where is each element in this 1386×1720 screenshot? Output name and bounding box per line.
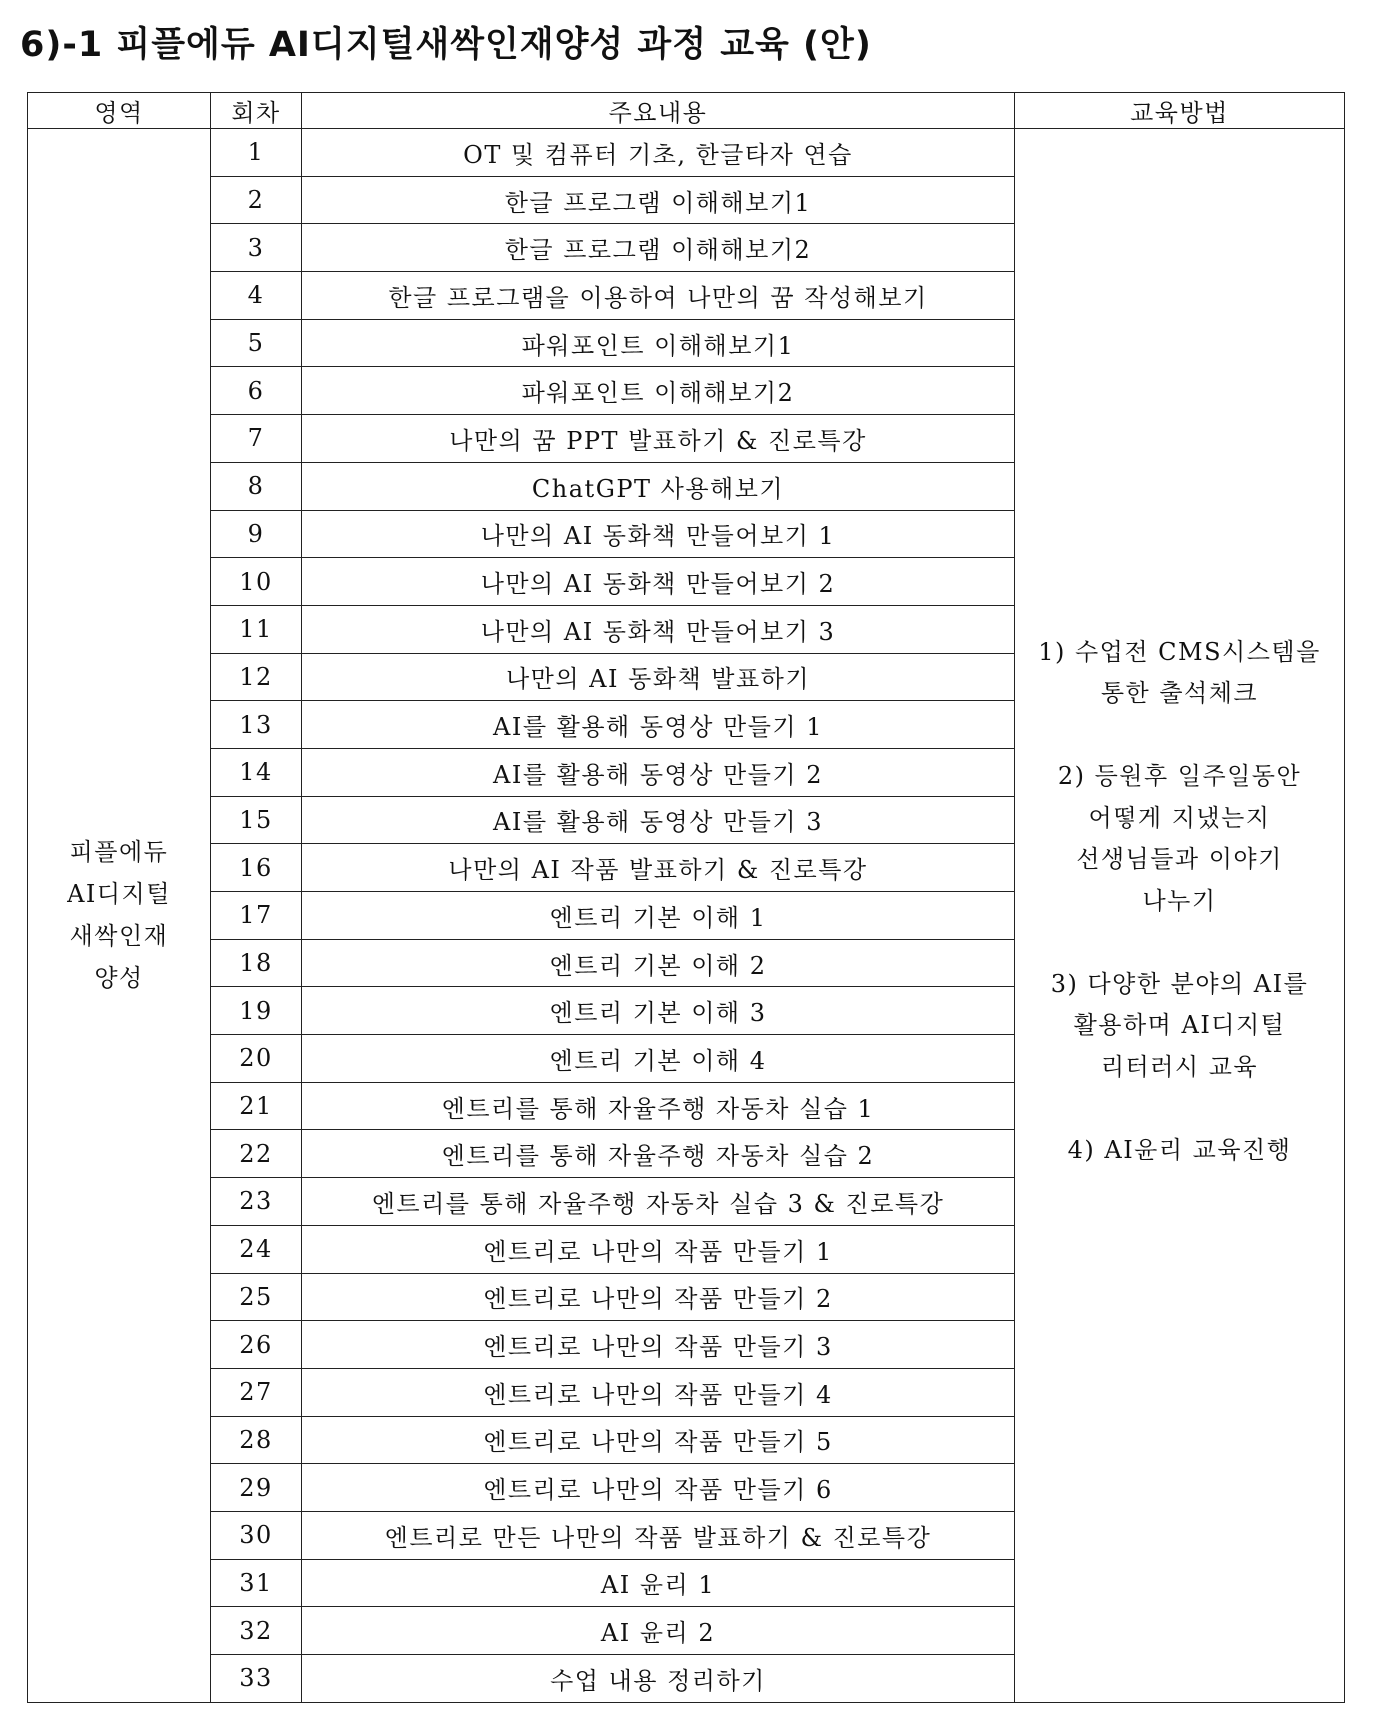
session-content: 나만의 AI 동화책 만들어보기 1 xyxy=(302,510,1015,558)
session-number: 2 xyxy=(211,176,302,224)
session-content: 엔트리로 나만의 작품 만들기 5 xyxy=(302,1416,1015,1464)
header-content: 주요내용 xyxy=(302,93,1015,129)
session-number: 28 xyxy=(211,1416,302,1464)
header-area: 영역 xyxy=(28,93,211,129)
session-number: 24 xyxy=(211,1225,302,1273)
area-cell: 피플에듀 AI디지털 새싹인재 양성 xyxy=(28,129,211,1703)
session-number: 14 xyxy=(211,748,302,796)
session-content: 엔트리를 통해 자율주행 자동차 실습 2 xyxy=(302,1130,1015,1178)
session-content: 나만의 AI 동화책 발표하기 xyxy=(302,653,1015,701)
session-number: 10 xyxy=(211,558,302,606)
session-content: 나만의 꿈 PPT 발표하기 & 진로특강 xyxy=(302,415,1015,463)
method-text: 1) 수업전 CMS시스템을 통한 출석체크 2) 등원후 일주일동안 어떻게 지냈는지 선생님들과 이야기 나누기 3) 다양한 분야의 AI를 활용하며 AI디지털 리터러시 교육 4) AI윤리 교육진행 xyxy=(1038,637,1321,1164)
session-number: 9 xyxy=(211,510,302,558)
session-number: 8 xyxy=(211,462,302,510)
session-number: 23 xyxy=(211,1178,302,1226)
page-title: 6)-1 피플에듀 AI디지털새싹인재양성 과정 교육 (안) xyxy=(20,25,872,65)
session-number: 3 xyxy=(211,224,302,272)
header-method: 교육방법 xyxy=(1015,93,1345,129)
session-number: 15 xyxy=(211,796,302,844)
session-content: OT 및 컴퓨터 기초, 한글타자 연습 xyxy=(302,129,1015,177)
session-content: 파워포인트 이해해보기1 xyxy=(302,319,1015,367)
session-number: 1 xyxy=(211,129,302,177)
session-number: 29 xyxy=(211,1464,302,1512)
session-number: 7 xyxy=(211,415,302,463)
session-number: 33 xyxy=(211,1655,302,1703)
table-row xyxy=(28,129,1345,177)
session-content: 엔트리 기본 이해 2 xyxy=(302,939,1015,987)
session-content: 엔트리로 나만의 작품 만들기 4 xyxy=(302,1368,1015,1416)
session-content: 나만의 AI 동화책 만들어보기 2 xyxy=(302,558,1015,606)
session-content: 엔트리로 나만의 작품 만들기 1 xyxy=(302,1225,1015,1273)
session-content: 엔트리를 통해 자율주행 자동차 실습 3 & 진로특강 xyxy=(302,1178,1015,1226)
session-number: 22 xyxy=(211,1130,302,1178)
header-session: 회차 xyxy=(211,93,302,129)
session-content: 파워포인트 이해해보기2 xyxy=(302,367,1015,415)
session-content: 엔트리로 나만의 작품 만들기 3 xyxy=(302,1321,1015,1369)
session-content: 한글 프로그램 이해해보기1 xyxy=(302,176,1015,224)
session-number: 20 xyxy=(211,1035,302,1083)
session-number: 17 xyxy=(211,892,302,940)
table-header-row xyxy=(28,93,1345,129)
session-content: 수업 내용 정리하기 xyxy=(302,1655,1015,1703)
table-body xyxy=(28,129,1345,1703)
session-content: 나만의 AI 작품 발표하기 & 진로특강 xyxy=(302,844,1015,892)
session-number: 11 xyxy=(211,605,302,653)
session-number: 32 xyxy=(211,1607,302,1655)
session-content: 엔트리로 나만의 작품 만들기 2 xyxy=(302,1273,1015,1321)
session-number: 18 xyxy=(211,939,302,987)
session-content: 엔트리 기본 이해 4 xyxy=(302,1035,1015,1083)
session-number: 5 xyxy=(211,319,302,367)
session-content: AI 윤리 1 xyxy=(302,1559,1015,1607)
method-cell xyxy=(1015,129,1345,1703)
session-content: 엔트리 기본 이해 3 xyxy=(302,987,1015,1035)
session-content: 나만의 AI 동화책 만들어보기 3 xyxy=(302,605,1015,653)
session-number: 25 xyxy=(211,1273,302,1321)
session-number: 21 xyxy=(211,1082,302,1130)
session-number: 16 xyxy=(211,844,302,892)
session-content: 엔트리를 통해 자율주행 자동차 실습 1 xyxy=(302,1082,1015,1130)
session-content: 엔트리로 만든 나만의 작품 발표하기 & 진로특강 xyxy=(302,1511,1015,1559)
session-content: AI를 활용해 동영상 만들기 3 xyxy=(302,796,1015,844)
session-number: 4 xyxy=(211,272,302,320)
session-number: 27 xyxy=(211,1368,302,1416)
session-number: 31 xyxy=(211,1559,302,1607)
session-number: 26 xyxy=(211,1321,302,1369)
session-number: 30 xyxy=(211,1511,302,1559)
session-content: AI를 활용해 동영상 만들기 1 xyxy=(302,701,1015,749)
session-content: 엔트리로 나만의 작품 만들기 6 xyxy=(302,1464,1015,1512)
session-number: 6 xyxy=(211,367,302,415)
session-number: 13 xyxy=(211,701,302,749)
session-content: AI 윤리 2 xyxy=(302,1607,1015,1655)
session-content: ChatGPT 사용해보기 xyxy=(302,462,1015,510)
session-content: AI를 활용해 동영상 만들기 2 xyxy=(302,748,1015,796)
session-content: 엔트리 기본 이해 1 xyxy=(302,892,1015,940)
session-number: 12 xyxy=(211,653,302,701)
session-number: 19 xyxy=(211,987,302,1035)
curriculum-table xyxy=(27,92,1345,1703)
session-content: 한글 프로그램을 이용하여 나만의 꿈 작성해보기 xyxy=(302,272,1015,320)
session-content: 한글 프로그램 이해해보기2 xyxy=(302,224,1015,272)
